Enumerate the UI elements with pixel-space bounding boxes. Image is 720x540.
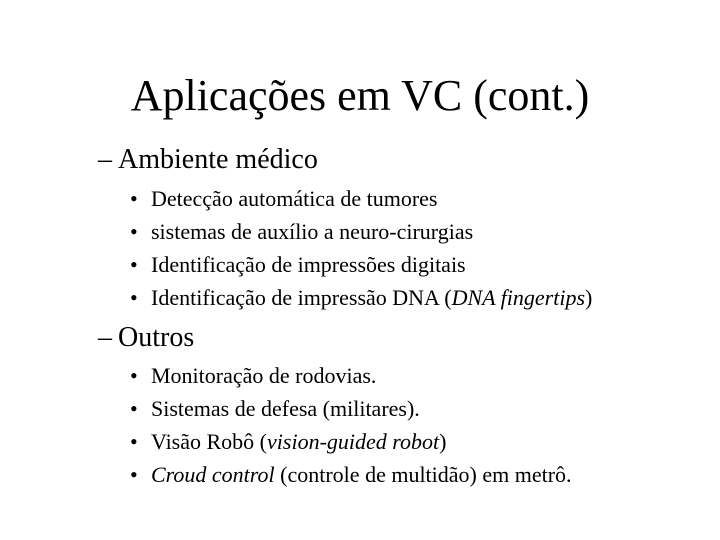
- list-item-text: Identificação de impressões digitais: [151, 252, 466, 277]
- list-item: [130, 218, 473, 246]
- list-item-text: Sistemas de defesa (militares).: [151, 396, 420, 421]
- list-item-text: ): [585, 285, 593, 310]
- bullet-icon: •: [130, 429, 138, 454]
- list-item: [130, 362, 376, 390]
- list-item-italic-text: DNA fingertips: [451, 285, 586, 310]
- list-item: [130, 395, 420, 423]
- list-item-italic-text: vision-guided robot: [267, 429, 440, 454]
- slide-title: Aplicações em VC (cont.): [130, 71, 590, 120]
- list-item-text: Identificação de impressão DNA (: [151, 285, 452, 310]
- bullet-icon: •: [130, 186, 138, 211]
- bullet-icon: •: [130, 285, 138, 310]
- bullet-icon: •: [130, 252, 138, 277]
- bullet-icon: •: [130, 462, 138, 487]
- section-heading-outros: [98, 321, 194, 355]
- section-heading-ambiente-medico: [98, 143, 318, 177]
- bullet-icon: •: [130, 396, 138, 421]
- list-item-text: sistemas de auxílio a neuro-cirurgias: [151, 219, 474, 244]
- list-item: [130, 428, 446, 456]
- list-item-text: Detecção automática de tumores: [151, 186, 438, 211]
- list-item-italic-text: Croud control: [151, 462, 275, 487]
- bullet-icon: •: [130, 219, 138, 244]
- list-item-text: Visão Robô (: [151, 429, 268, 454]
- bullet-icon: •: [130, 363, 138, 388]
- dash-marker: –: [98, 322, 112, 353]
- section-heading-text: Ambiente médico: [118, 144, 318, 175]
- dash-marker: –: [98, 144, 112, 175]
- list-item: [130, 185, 437, 213]
- list-item-text: (controle de multidão) em metrô.: [274, 462, 572, 487]
- list-item-text: Monitoração de rodovias.: [151, 363, 377, 388]
- list-item: [130, 461, 572, 489]
- section-heading-text: Outros: [118, 322, 195, 353]
- list-item-text: ): [439, 429, 447, 454]
- list-item: [130, 251, 466, 279]
- list-item: [130, 284, 592, 312]
